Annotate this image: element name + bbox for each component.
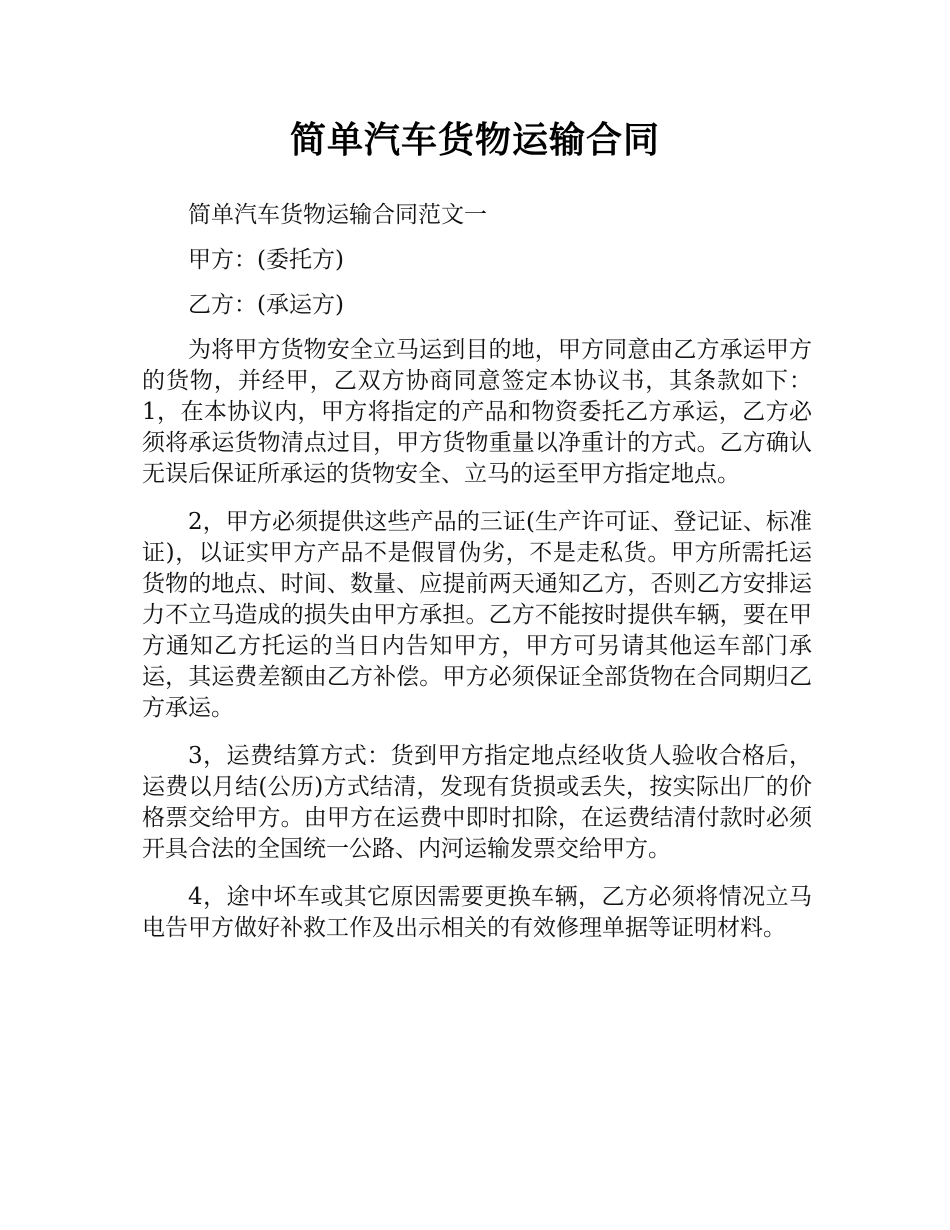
- paragraph-heading: 简单汽车货物运输合同范文一: [188, 202, 487, 228]
- paragraph-clause-4: 4，途中坏车或其它原因需要更换车辆，乙方必须将情况立马电告甲方做好补救工作及出示相关的有效修理单据等证明材料。: [142, 884, 812, 941]
- document-body: [142, 200, 812, 961]
- paragraph-clause-1: 为将甲方货物安全立马运到目的地，甲方同意由乙方承运甲方的货物，并经甲，乙双方协商同意签定本协议书，其条款如下：1，在本协议内，甲方将指定的产品和物资委托乙方承运，乙方必须将承运货物清点过目，甲方货物重量以净重计的方式。乙方确认无误后保证所承运的货物安全、立马的运至甲方指定地点。: [142, 337, 812, 487]
- paragraph-party-b: 乙方：(承运方): [188, 292, 344, 318]
- paragraph-clause-3: 3，运费结算方式：货到甲方指定地点经收货人验收合格后，运费以月结(公历)方式结清，发现有货损或丢失，按实际出厂的价格票交给甲方。由甲方在运费中即时扣除，在运费结清付款时必须开具合法的全国统一公路、内河运输发票交给甲方。: [142, 743, 812, 862]
- paragraph-clause-2: 2，甲方必须提供这些产品的三证(生产许可证、登记证、标准证)，以证实甲方产品不是假冒伪劣，不是走私货。甲方所需托运货物的地点、时间、数量、应提前两天通知乙方，否则乙方安排运力不立马造成的损失由甲方承担。乙方不能按时提供车辆，要在甲方通知乙方托运的当日内告知甲方，甲方可另请其他运车部门承运，其运费差额由乙方补偿。甲方必须保证全部货物在合同期归乙方承运。: [142, 509, 812, 721]
- paragraph-party-a: 甲方：(委托方): [188, 247, 344, 273]
- document-title: 简单汽车货物运输合同: [289, 120, 660, 161]
